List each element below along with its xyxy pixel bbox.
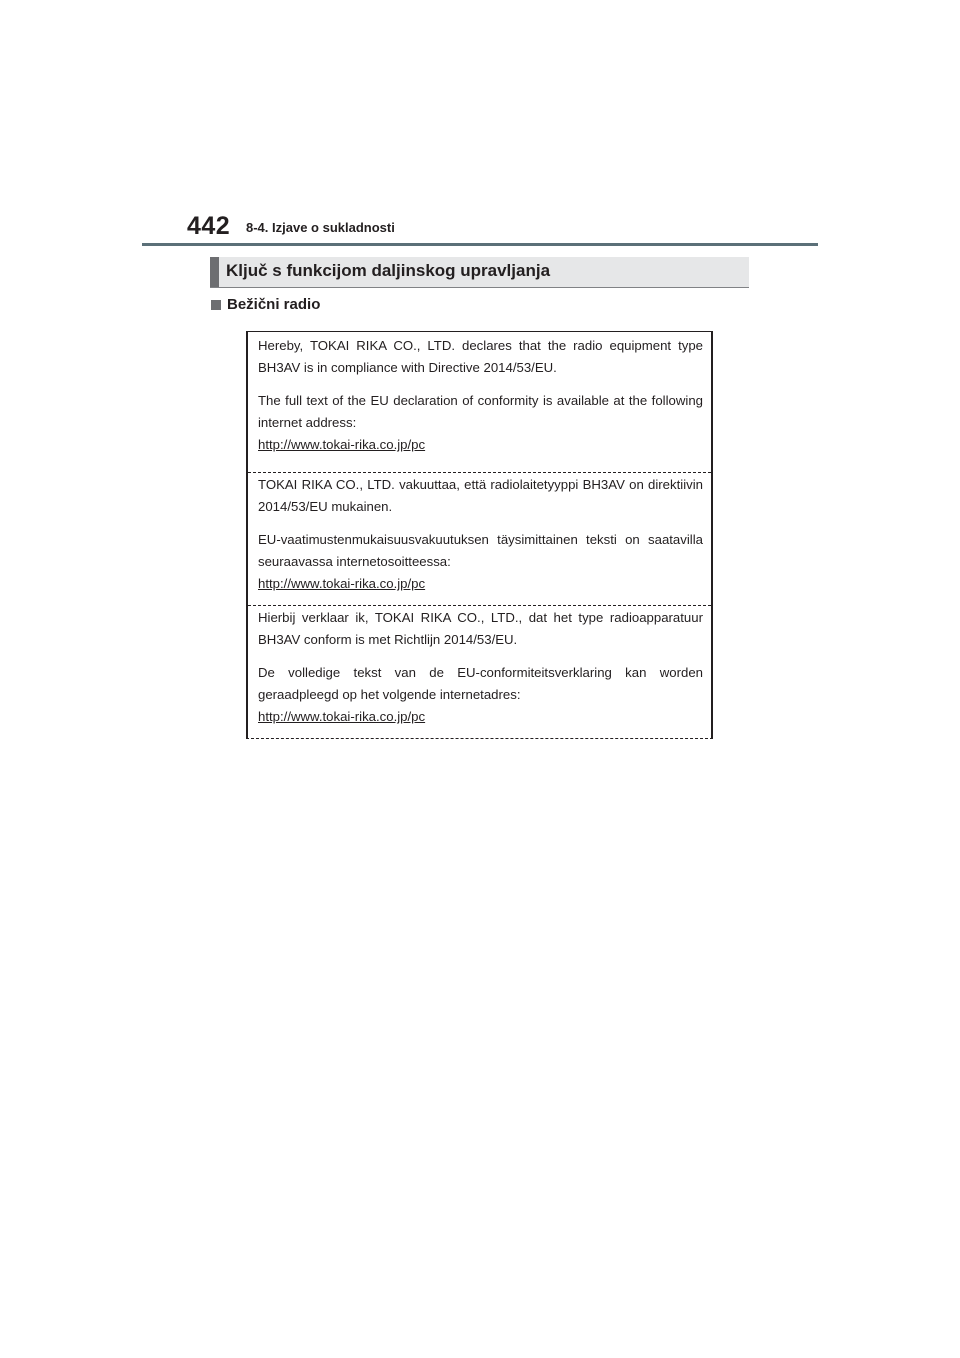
subheading — [211, 296, 320, 313]
declaration-dutch — [248, 605, 711, 728]
declaration-url-link[interactable]: http://www.tokai-rika.co.jp/pc — [258, 709, 426, 724]
subheading-label: Bežični radio — [227, 296, 321, 313]
page-number: 442 — [187, 212, 231, 240]
square-bullet-icon — [211, 300, 221, 310]
declaration-statement: Hereby, TOKAI RIKA CO., LTD. declares that the radio equipment type BH3AV is in compliance with Directive 2014/53/EU. — [258, 338, 703, 375]
declaration-url-link[interactable]: http://www.tokai-rika.co.jp/pc — [258, 437, 426, 452]
declaration-statement: Hierbij verklaar ik, TOKAI RIKA CO., LTD., dat het type radioapparatuur BH3AV conform is met Richtlijn 2014/53/EU. — [258, 610, 703, 647]
declaration-statement: TOKAI RIKA CO., LTD. vakuuttaa, että radiolaitetyyppi BH3AV on direktiivin 2014/53/EU mukainen. — [258, 477, 703, 514]
section-heading — [210, 257, 749, 288]
section-label: 8-4. Izjave o sukladnosti — [246, 220, 395, 235]
declaration-fulltext: EU-vaatimustenmukaisuusvakuutuksen täysimittainen teksti on saatavilla seuraavassa internetosoitteessa: — [258, 532, 703, 569]
heading-accent-bar — [210, 257, 219, 287]
header-divider — [142, 243, 818, 246]
declaration-english — [248, 335, 711, 456]
declaration-fulltext: The full text of the EU declaration of conformity is available at the following internet address: — [258, 393, 703, 430]
declaration-fulltext: De volledige tekst van de EU-conformiteitsverklaring kan worden geraadpleegd op het volgende internetadres: — [258, 665, 703, 702]
declaration-finnish — [248, 472, 711, 595]
declaration-box — [246, 331, 713, 739]
declaration-url-link[interactable]: http://www.tokai-rika.co.jp/pc — [258, 576, 426, 591]
heading-title: Ključ s funkcijom daljinskog upravljanja — [226, 261, 551, 280]
